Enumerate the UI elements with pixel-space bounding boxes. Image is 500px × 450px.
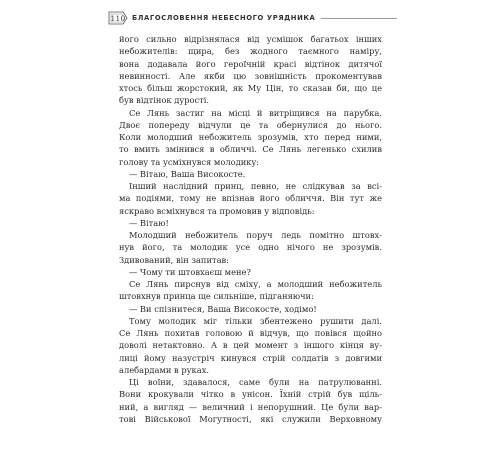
text-line: невинності. Але якби цю зовнішність прокоментував	[119, 70, 382, 81]
text-line: — Чому ти штовхаєш мене?	[129, 266, 251, 277]
text-line: Двоє попереду відчули це та обернулися до нього.	[119, 119, 382, 130]
text-line: його сильно відрізнялася від усмішок багатьох інших	[119, 34, 382, 44]
text-line: яскраво всміхнувся та промовив у відповідь:	[119, 205, 315, 216]
text-line: Молодший небожитель поруч ледь помітно штовх-	[129, 230, 382, 240]
text-line: небожителів: щира, без жодного таємного наміру,	[119, 46, 382, 57]
text-line: алебардами в руках.	[119, 364, 210, 375]
page-header	[108, 11, 397, 25]
text-line: Се Лянь застиг на місці й витріщився на парубка.	[129, 107, 382, 118]
text-line: ма подіями, тому не впізнав його обличчя. Він тут же	[119, 193, 382, 204]
text-line: Інший наслідний принц, певно, не слідкував за всі-	[129, 181, 382, 191]
text-line: нув його, та молодик усе одно нічого не зрозумів.	[119, 242, 382, 253]
body-text	[119, 33, 382, 425]
text-line: Вони крокували чітко в унісон. Їхній стрій був щіль-	[119, 389, 382, 400]
text-line: Коли молодший небожитель зрозумів, хто перед ними,	[119, 132, 382, 142]
text-line: Ці воїни, здавалося, саме були на патрулюванні.	[129, 377, 382, 387]
text-line: штовхнув принца ще сильніше, підганяючи:	[119, 291, 314, 302]
text-line: Здивований, він запитав:	[119, 254, 229, 265]
text-line: вона додавала його героїчній красі відтінок дитячої	[119, 58, 382, 69]
text-line: Тому молодик міг тільки збентежено рушити далі.	[129, 315, 382, 326]
text-line: лиці йому назустріч кинувся стрій солдатів з довгими	[119, 352, 382, 363]
text-line: був відтінок дурості.	[119, 95, 210, 106]
page-number-badge	[108, 11, 128, 25]
text-line: хтось більш жорстокий, як Му Цін, то сказав би, що це	[119, 83, 382, 93]
text-line: то вмить змінився в обличчі. Се Лянь легенько схилив	[119, 144, 382, 155]
text-line: голову та усміхнувся молодику:	[119, 156, 260, 167]
text-line: Се Лянь похитав головою й відчув, що повівся щойно	[119, 328, 382, 338]
text-line: — Вітаю, Ваша Високосте.	[129, 168, 246, 179]
running-title: БЛАГОСЛОВЕННЯ НЕБЕСНОГО УРЯДНИКА	[132, 14, 316, 22]
text-line: — Ви спізнитеся, Ваша Високосте, ходімо!	[129, 303, 317, 314]
text-line: — Вітаю!	[129, 217, 169, 228]
text-line: ний, а вигляд — величний і непорушний. Це були вар-	[119, 401, 382, 412]
text-line: Се Лянь пирснув від сміху, а молодший небожитель	[129, 279, 382, 289]
text-line: тові Військової Могутності, які служили Верховному	[119, 413, 382, 424]
text-line: доволі нетактовно. А в цей момент з іншого кінця ву-	[119, 340, 382, 351]
page-number: 110	[110, 13, 126, 23]
header-rule	[321, 18, 397, 19]
